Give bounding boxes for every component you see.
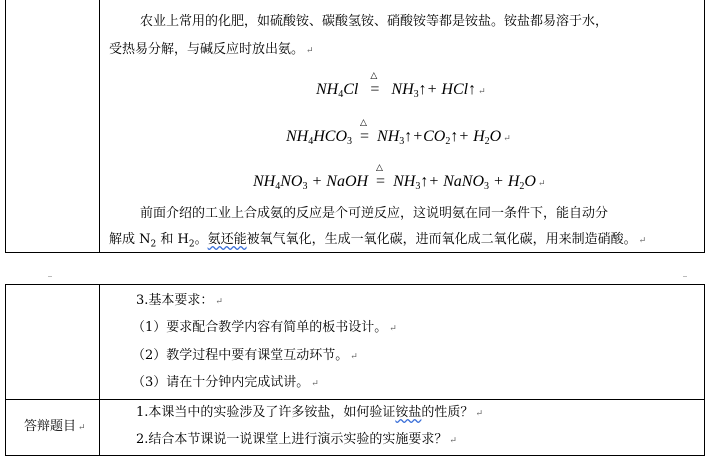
paragraph-mark: ↵ bbox=[306, 46, 314, 56]
paragraph-mark: ↵ bbox=[638, 236, 647, 246]
requirements-title: 3.基本要求： ↵ bbox=[136, 293, 223, 308]
paragraph-mark: ↵ bbox=[475, 409, 483, 419]
bottom-table-divider bbox=[99, 285, 100, 455]
paragraph-mark: ↵ bbox=[449, 436, 457, 446]
requirement-2: （2）教学过程中要有课堂互动环节。 ↵ bbox=[132, 348, 358, 363]
paragraph-mark: ↵ bbox=[78, 423, 86, 433]
bottom-table-row-divider bbox=[6, 399, 704, 400]
heat-condition: △ bbox=[370, 70, 378, 80]
heat-condition: △ bbox=[376, 162, 383, 172]
requirement-3: （3）请在十分钟内完成试讲。 ↵ bbox=[132, 375, 319, 390]
spellcheck-underline: 铵盐 bbox=[395, 405, 422, 420]
qa-label: 答辩题目 ↵ bbox=[24, 419, 86, 434]
top-table bbox=[5, 0, 705, 253]
bottom-table bbox=[5, 284, 705, 456]
paragraph-mark: ↵ bbox=[389, 324, 397, 334]
paragraph-mark: ↵ bbox=[503, 133, 511, 143]
equation-1: $NH_4Cl$ △ = $NH_3↑+$ HCl↑ ↵ bbox=[316, 70, 486, 100]
paragraph-mark: ↵ bbox=[478, 86, 486, 96]
paragraph-1-line-1: 农业上常用的化肥，如硫酸铵、碳酸氢铵、硝酸铵等都是铵盐。铵盐都易溶于水， bbox=[140, 14, 609, 29]
spellcheck-underline: 氨还能 bbox=[207, 232, 247, 247]
top-table-divider bbox=[99, 0, 100, 252]
paragraph-mark: ↵ bbox=[215, 297, 223, 307]
equation-2: $NH_4HCO_3$ △ = $NH_3↑+CO_2↑+ H_2O$ ↵ bbox=[286, 117, 511, 147]
equation-3: $NH_4NO_3$ + NaOH △ = $NH_3↑+$ NaNO$_3$ + $H_2O$ ↵ bbox=[253, 162, 546, 192]
requirement-1: （1）要求配合教学内容有简单的板书设计。 ↵ bbox=[132, 320, 397, 335]
paragraph-2-line-2: 解成 $N_2$ 和 $H_2$。氨还能被氧气氧化，生成一氧化碳，进而氧化成二氧化碳，用来制造硝酸。 ↵ bbox=[109, 232, 647, 250]
question-1: 1.本课当中的实验涉及了许多铵盐，如何验证铵盐的性质？ ↵ bbox=[136, 405, 483, 420]
question-2: 2.结合本节课说一说课堂上进行演示实验的实施要求？ ↵ bbox=[136, 432, 457, 447]
heat-condition: △ bbox=[360, 117, 367, 127]
page-break-dot bbox=[48, 276, 52, 277]
paragraph-mark: ↵ bbox=[350, 352, 358, 362]
paragraph-mark: ↵ bbox=[311, 379, 319, 389]
paragraph-2-line-1: 前面介绍的工业上合成氨的反应是个可逆反应，这说明氨在同一条件下，能自动分 bbox=[140, 206, 609, 221]
page-break-dot bbox=[683, 276, 687, 277]
paragraph-1-line-2: 受热易分解，与碱反应时放出氨。 ↵ bbox=[109, 42, 314, 57]
paragraph-mark: ↵ bbox=[537, 178, 546, 188]
